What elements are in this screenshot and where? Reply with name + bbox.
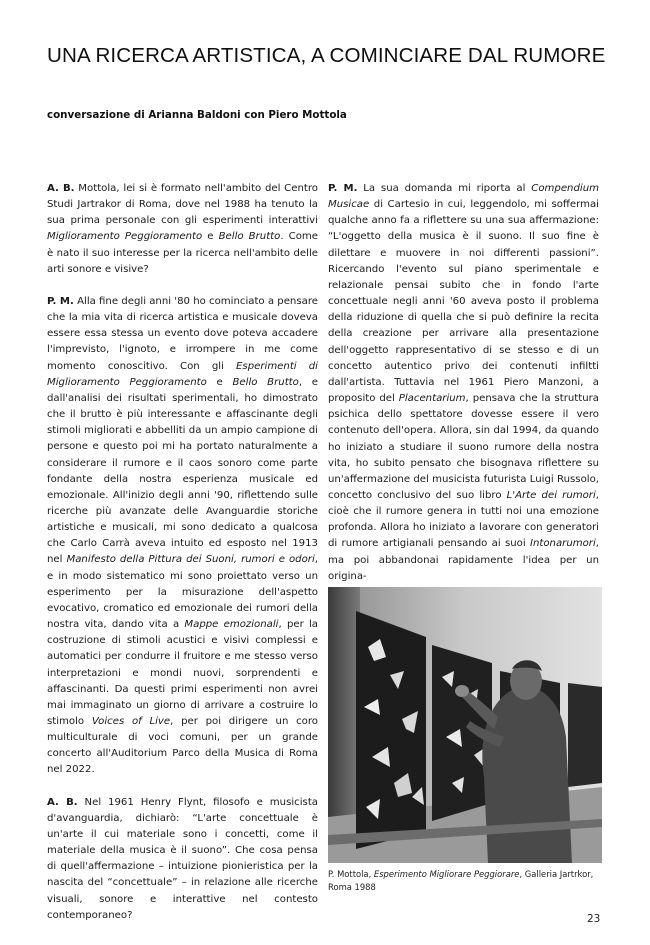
paragraph-text: , per la costruzione di stimoli acustici e visivi complessi e automatici per condurre il fruitore e me stesso verso interpretazioni e mondi nuovi, sorprendenti e affascinanti. Da questi primi esperimenti non avrei mai immaginato un giorno di arrivare a costruire lo stimolo xyxy=(47,619,318,727)
italic-title-text: Voices of Live xyxy=(91,716,171,727)
paragraph-text: , pensava che la struttura psichica dello spettatore dovesse essere il vero contenuto dell'opera. Allora, sin dal 1994, da quando ho iniziato a studiare il suono rumore della nostra vita, ho subito pensato che bisognava riflettere su un'affermazione del musicista futurista Luigi Russolo, concetto conclusivo del suo libro xyxy=(328,393,600,501)
italic-title-text: Esperimenti di Miglioramento Peggioramento xyxy=(47,360,318,388)
paragraph-text: e xyxy=(206,376,233,388)
article-title: UNA RICERCA ARTISTICA, A COMINCIARE DAL RUMORE xyxy=(47,44,606,67)
italic-title-text: Manifesto della Pittura dei Suoni, rumori e odori xyxy=(66,554,315,566)
interview-paragraph xyxy=(47,181,318,278)
italic-title-text: Intonarumori xyxy=(529,538,596,550)
interview-paragraph xyxy=(47,294,318,779)
paragraph-text: La sua domanda mi riporta al xyxy=(357,183,532,194)
paragraph-text: , e dall'analisi dei risultati sperimentali, ho dimostrato che il brutto è più interessante e affascinante degli stimoli migliorati e abbelliti da un ampio campione di persone e questo poi mi ha portato naturalmente a considerare il rumore e il caos sonoro come parte fondante della nostra esperienza musicale ed emozionale. All'inizio degli anni '90, riflettendo sulle ricerche più avanzate delle Avanguardie storiche artistiche e musicali, mi sono dedicato a qualcosa che Carlo Carrà aveva intuito ed esposto nel 1913 nel xyxy=(47,376,319,566)
photo-caption xyxy=(328,868,602,894)
paragraph-text: di Cartesio in cui, leggendolo, mi soffermai qualche anno fa a riflettere su una sua affermazione: “L'oggetto della musica è il suono. Il suo fine è dilettare e muovere in noi differenti passioni”. Ricercando l'evento sul piano sperimentale e relazionale pensai subito che in fondo l'arte concettuale negli anni '60 aveva posto il problema della riduzione di quella che si può definire la recita della creazione per arrivare alla presentazione dell'oggetto rappresentativo di se stesso e di un concetto autentico privo dei contenuti infiltti dall'artista. Tuttavia nel 1961 Piero Manzoni, a proposito del xyxy=(328,199,599,405)
artwork-photo xyxy=(328,587,602,863)
paragraph-text: Alla fine degli anni '80 ho cominciato a pensare che la mia vita di ricerca artistica e musicale doveva essere essa stessa un evento dove poteva accadere l'imprevisto, l'ignoto, e irrompere in me come momento conoscitivo. Con gli xyxy=(47,295,318,372)
paragraph-text: e xyxy=(202,231,219,243)
right-text-column xyxy=(328,181,599,601)
speaker-initials: A. B. xyxy=(47,183,75,194)
paragraph-text: . Come è nato il suo interesse per la ricerca nell'ambito delle arti sonore e visive? xyxy=(47,231,319,275)
paragraph-text: , ma poi abbandonai rapidamente l'idea per un origina- xyxy=(328,538,599,582)
italic-title-text: Bello Brutto xyxy=(218,231,281,243)
speaker-initials: P. M. xyxy=(328,183,358,194)
caption-prefix: P. Mottola, xyxy=(328,869,374,879)
paragraph-text: , cioè che il rumore genera in tutti noi una emozione profonda. Allora ho iniziato a lavorare con generatori di rumore artigianali pensando ai suoi xyxy=(328,489,599,550)
italic-title-text: Placentarium xyxy=(398,393,466,405)
italic-title-text: Bello Brutto xyxy=(232,376,299,388)
italic-title-text: Mappe emozionali xyxy=(184,619,279,631)
italic-title-text: Miglioramento Peggioramento xyxy=(47,231,203,243)
paragraph-text: , e in modo sistematico mi sono proiettato verso un esperimento per la misurazione dell'aspetto evocativo, cromatico ed emozionale dei rumori della nostra vita, dando vita a xyxy=(47,554,318,631)
page-number: 23 xyxy=(587,913,601,925)
paragraph-text: , per poi dirigere un coro multiculturale di voci comuni, per un grande concerto all'Auditorium Parco della Musica di Roma nel 2022. xyxy=(47,716,318,776)
caption-work-title: Esperimento Migliorare Peggiorare xyxy=(373,869,520,879)
speaker-initials: A. B. xyxy=(47,796,78,808)
italic-title-text: Compendium Musicae xyxy=(328,183,599,211)
interview-paragraph xyxy=(328,181,599,585)
article-byline: conversazione di Arianna Baldoni con Piero Mottola xyxy=(47,109,347,121)
caption-suffix: , Galleria Jartrkor, Roma 1988 xyxy=(328,869,594,892)
interview-paragraph xyxy=(47,795,318,924)
paragraph-text: Mottola, lei si è formato nell'ambito del Centro Studi Jartrakor di Roma, dove nel 1988 ha tenuto la sua prima personale con gli esperimenti interattivi xyxy=(47,183,319,227)
italic-title-text: L'Arte dei rumori xyxy=(506,489,596,501)
paragraph-text: Nel 1961 Henry Flynt, filosofo e musicista d'avanguardia, dichiarò: “L'arte concettuale è un'arte il cui materiale sono i concetti, come il materiale della musica è il suono”. Che cosa pensa di quell'affermazione – intuizione pionieristica per la nascita del “concettuale” – in relazione alle ricerche visuali, sonore e interattive nel contesto contemporaneo? xyxy=(47,796,318,921)
left-text-column xyxy=(47,181,318,940)
speaker-initials: P. M. xyxy=(47,295,74,307)
